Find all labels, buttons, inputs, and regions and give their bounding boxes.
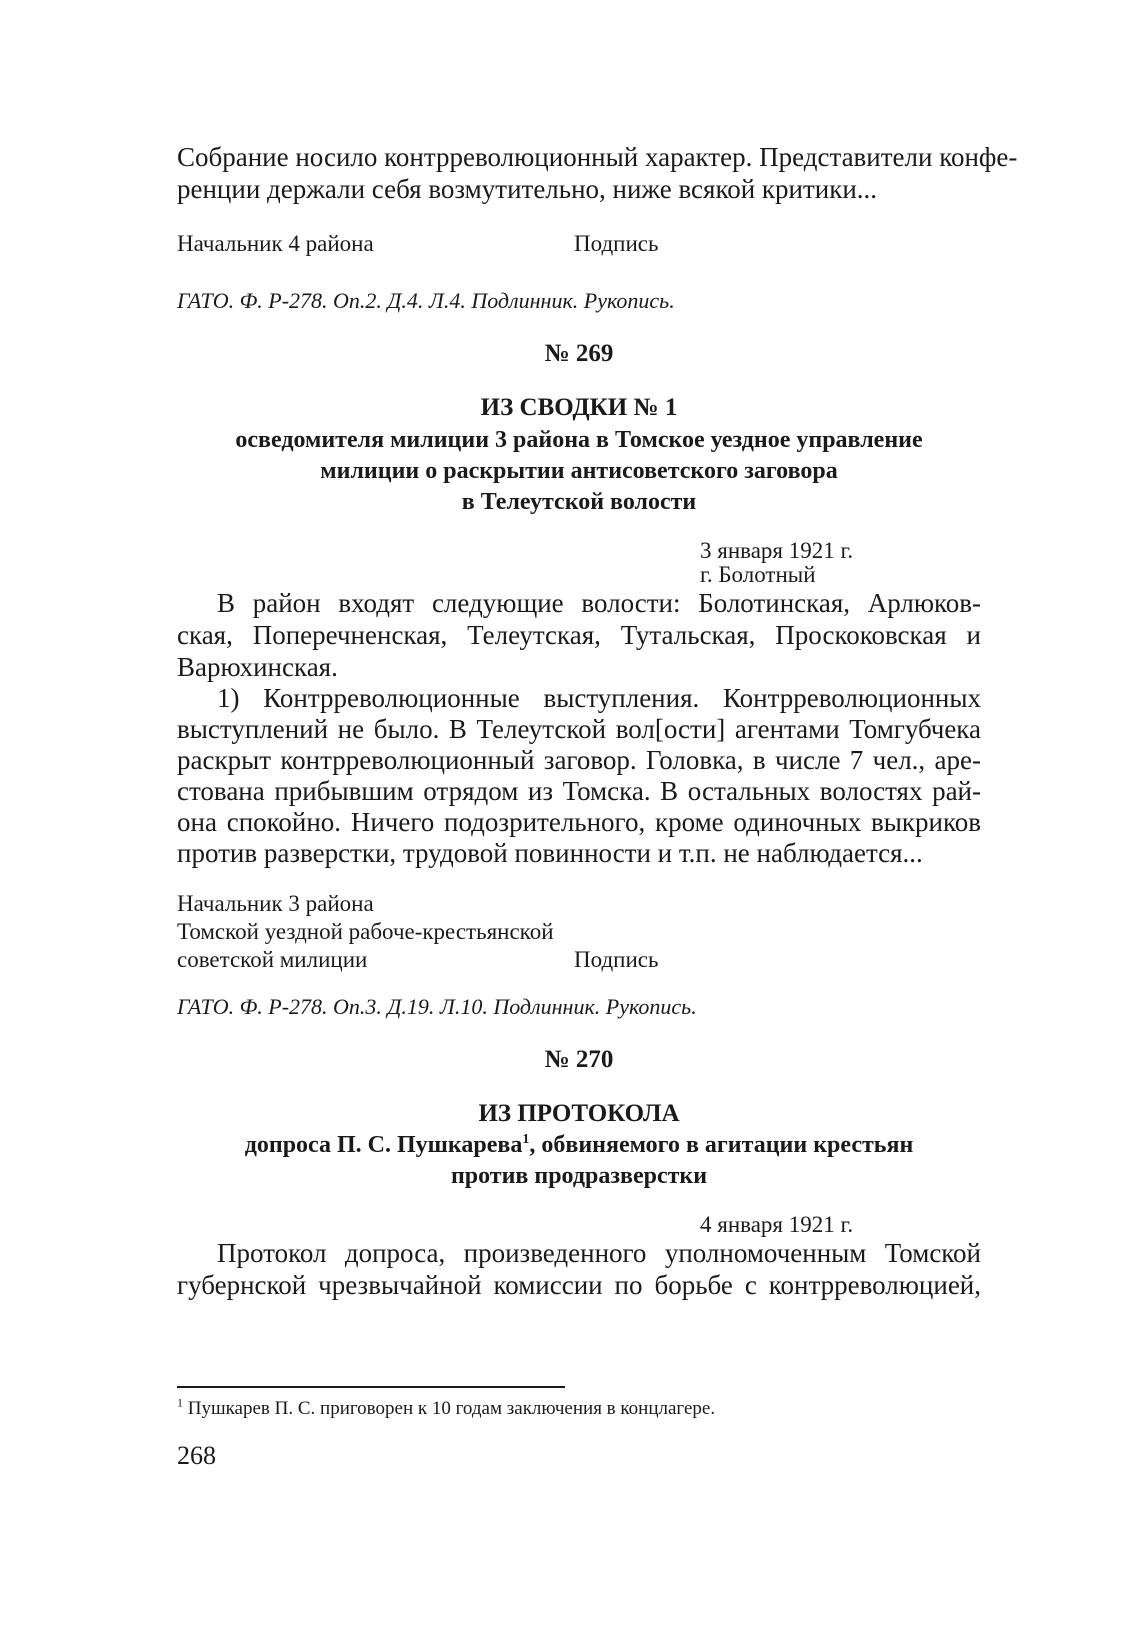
document-place: г. Болотный — [700, 562, 816, 587]
document-heading: ИЗ СВОДКИ № 1 — [480, 394, 678, 421]
signature-label: Подпись — [574, 231, 659, 256]
subtitle-text: допроса П. С. Пушкарева — [244, 1132, 523, 1158]
document-number: № 270 — [544, 1046, 614, 1073]
page-number: 268 — [177, 1441, 216, 1470]
document-subtitle-line: против продразверстки — [450, 1163, 708, 1189]
paragraph-line: губернской чрезвычайной комиссии по борьбе с контрреволюцией, — [177, 1270, 981, 1300]
document-subtitle-line: милиции о раскрытии антисоветского заговора — [320, 458, 838, 484]
intro-line: ренции держали себя возмутительно, ниже всякой критики... — [177, 174, 878, 204]
paragraph-line: стована прибывшим отрядом из Томска. В остальных волостях рай- — [177, 776, 981, 806]
paragraph-line: ская, Поперечненская, Телеутская, Тутальская, Проскоковская и — [177, 620, 981, 650]
paragraph-line: раскрыт контрреволюционный заговор. Головка, в числе 7 чел., аре- — [177, 745, 981, 775]
paragraph-line: Варюхинская. — [177, 652, 338, 682]
footnote — [177, 1395, 716, 1420]
document-subtitle-line: в Телеутской волости — [461, 489, 697, 515]
archive-source: ГАТО. Ф. Р-278. Оп.2. Д.4. Л.4. Подлинник. Рукопись. — [177, 288, 675, 313]
signature-title: Начальник 4 района — [177, 231, 374, 256]
footnote-marker: 1 — [522, 1132, 530, 1147]
footnote-divider — [177, 1386, 565, 1388]
intro-line: Собрание носило контрреволюционный характер. Представители конфе- — [177, 142, 1018, 172]
document-subtitle-line: осведомителя милиции 3 района в Томское уездное управление — [235, 427, 923, 453]
archive-source: ГАТО. Ф. Р-278. Оп.3. Д.19. Л.10. Подлинник. Рукопись. — [177, 994, 697, 1019]
paragraph-line: 1) Контрреволюционные выступления. Контрреволюционных — [217, 683, 981, 713]
signature-title: Начальник 3 района — [177, 891, 374, 916]
signature-title: Томской уездной рабоче-крестьянской — [177, 919, 554, 944]
document-subtitle-line — [177, 1132, 981, 1159]
document-heading: ИЗ ПРОТОКОЛА — [478, 1100, 680, 1127]
signature-title: советской милиции — [177, 947, 368, 972]
document-number: № 269 — [544, 340, 614, 367]
paragraph-line: она спокойно. Ничего подозрительного, кроме одиночных выкриков — [177, 807, 981, 837]
document-date: 4 января 1921 г. — [700, 1212, 854, 1237]
footnote-text: Пушкарев П. С. приговорен к 10 годам заключения в концлагере. — [187, 1398, 716, 1419]
paragraph-line: Протокол допроса, произведенного уполномоченным Томской — [217, 1238, 981, 1268]
signature-label: Подпись — [574, 947, 659, 972]
paragraph-line: против разверстки, трудовой повинности и т.п. не наблюдается... — [177, 838, 923, 868]
document-date: 3 января 1921 г. — [700, 538, 854, 563]
paragraph-line: выступлений не было. В Телеутской вол[ости] агентами Томгубчека — [177, 714, 981, 744]
footnote-mark: 1 — [177, 1395, 183, 1410]
subtitle-text: , обвиняемого в агитации крестьян — [529, 1132, 914, 1158]
paragraph-line: В район входят следующие волости: Болотинская, Арлюков- — [217, 588, 981, 618]
